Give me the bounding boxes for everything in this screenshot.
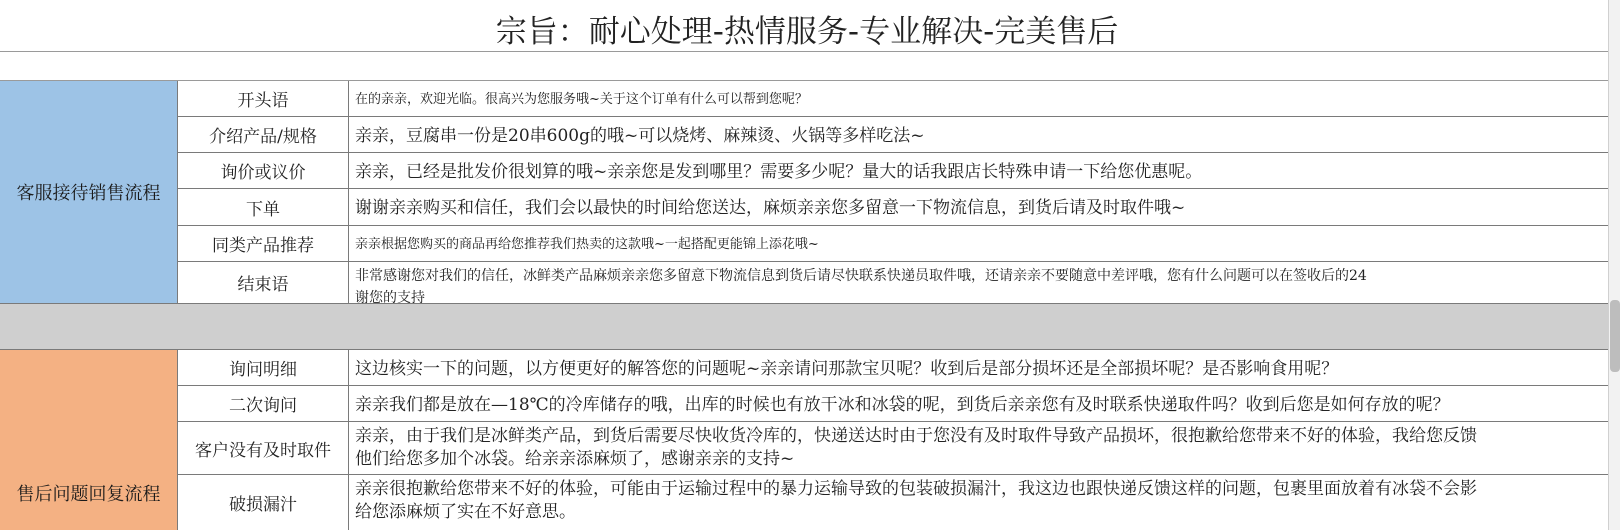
sheet-title-text: 宗旨：耐心处理-热情服务-专业解决-完美售后: [495, 14, 1119, 50]
sheet-title: [0, 6, 1608, 51]
title-row: [0, 0, 1608, 52]
row-text-line: 给您添麻烦了实在不好意思。: [355, 502, 576, 522]
table-row: [178, 262, 1608, 303]
table-row: [178, 226, 1608, 262]
row-text-line: 亲亲，由于我们是冰鲜类产品，到货后需要尽快收货冷库的，快递送达时由于您没有及时取件导致产品损坏，很抱歉给您带来不好的体验，我给您反馈: [355, 426, 1477, 446]
row-label: 客户没有及时取件: [178, 422, 349, 474]
table-row: [178, 153, 1608, 189]
table-row: [178, 350, 1608, 386]
vertical-scrollbar[interactable]: [1608, 0, 1620, 530]
after-sales-section: [0, 350, 1608, 530]
table-row: [178, 422, 1608, 475]
table-row: [178, 81, 1608, 117]
row-text: 亲亲我们都是放在—18℃的冷库储存的哦，出库的时候也有放干冰和冰袋的呢，到货后亲亲您有及时联系快递取件吗？收到后您是如何存放的呢？: [355, 394, 1450, 415]
row-text: 在的亲亲，欢迎光临。很高兴为您服务哦~关于这个订单有什么可以帮到您呢？: [355, 91, 808, 107]
blank-row: [0, 52, 1608, 81]
row-text: 亲亲，已经是批发价很划算的哦~亲亲您是发到哪里？需要多少呢？量大的话我跟店长特殊申请一下给您优惠呢。: [355, 161, 1203, 182]
row-text: [349, 475, 1608, 530]
separator-band: [0, 303, 1608, 350]
row-label: 询价或议价: [178, 153, 349, 188]
row-text-line: 亲亲很抱歉给您带来不好的体验，可能由于运输过程中的暴力运输导致的包装破损漏汁，我这边也跟快递反馈这样的问题，包裹里面放着有冰袋不会影: [355, 479, 1477, 499]
row-label: 结束语: [178, 262, 349, 303]
row-text: 谢谢亲亲购买和信任，我们会以最快的时间给您送达，麻烦亲亲您多留意一下物流信息，到货后请及时取件哦~: [355, 198, 1186, 218]
row-label: 询问明细: [178, 350, 349, 385]
row-label: 破损漏汁: [178, 475, 349, 530]
row-label: 开头语: [178, 81, 349, 116]
row-text-line: 他们给您多加个冰袋。给亲亲添麻烦了，感谢亲亲的支持~: [355, 449, 795, 469]
row-text: 亲亲，豆腐串一份是20串600g的哦~可以烧烤、麻辣烫、火锅等多样吃法~: [355, 125, 925, 146]
row-text-line: 谢您的支持: [355, 290, 425, 303]
row-text: 亲亲根据您购买的商品再给您推荐我们热卖的这款哦~一起搭配更能锦上添花哦~: [355, 236, 819, 252]
scrollbar-thumb[interactable]: [1610, 300, 1620, 372]
row-label: 二次询问: [178, 386, 349, 421]
sales-process-section: [0, 81, 1608, 303]
row-text: 这边核实一下的问题，以方便更好的解答您的问题呢~亲亲请问那款宝贝呢？收到后是部分损坏还是全部损坏呢？是否影响食用呢？: [355, 358, 1339, 379]
table-row: [178, 475, 1608, 530]
row-text: [349, 262, 1608, 303]
row-label: 介绍产品/规格: [178, 117, 349, 152]
after-sales-heading: 售后问题回复流程: [0, 350, 178, 530]
table-row: [178, 189, 1608, 226]
table-row: [178, 117, 1608, 153]
sales-process-heading: 客服接待销售流程: [0, 81, 178, 303]
row-text-line: 非常感谢您对我们的信任，冰鲜类产品麻烦亲亲您多留意下物流信息到货后请尽快联系快递员取件哦，还请亲亲不要随意中差评哦，您有什么问题可以在签收后的24: [355, 268, 1367, 284]
row-label: 同类产品推荐: [178, 226, 349, 261]
row-text: [349, 422, 1608, 474]
table-row: [178, 386, 1608, 422]
row-label: 下单: [178, 189, 349, 225]
